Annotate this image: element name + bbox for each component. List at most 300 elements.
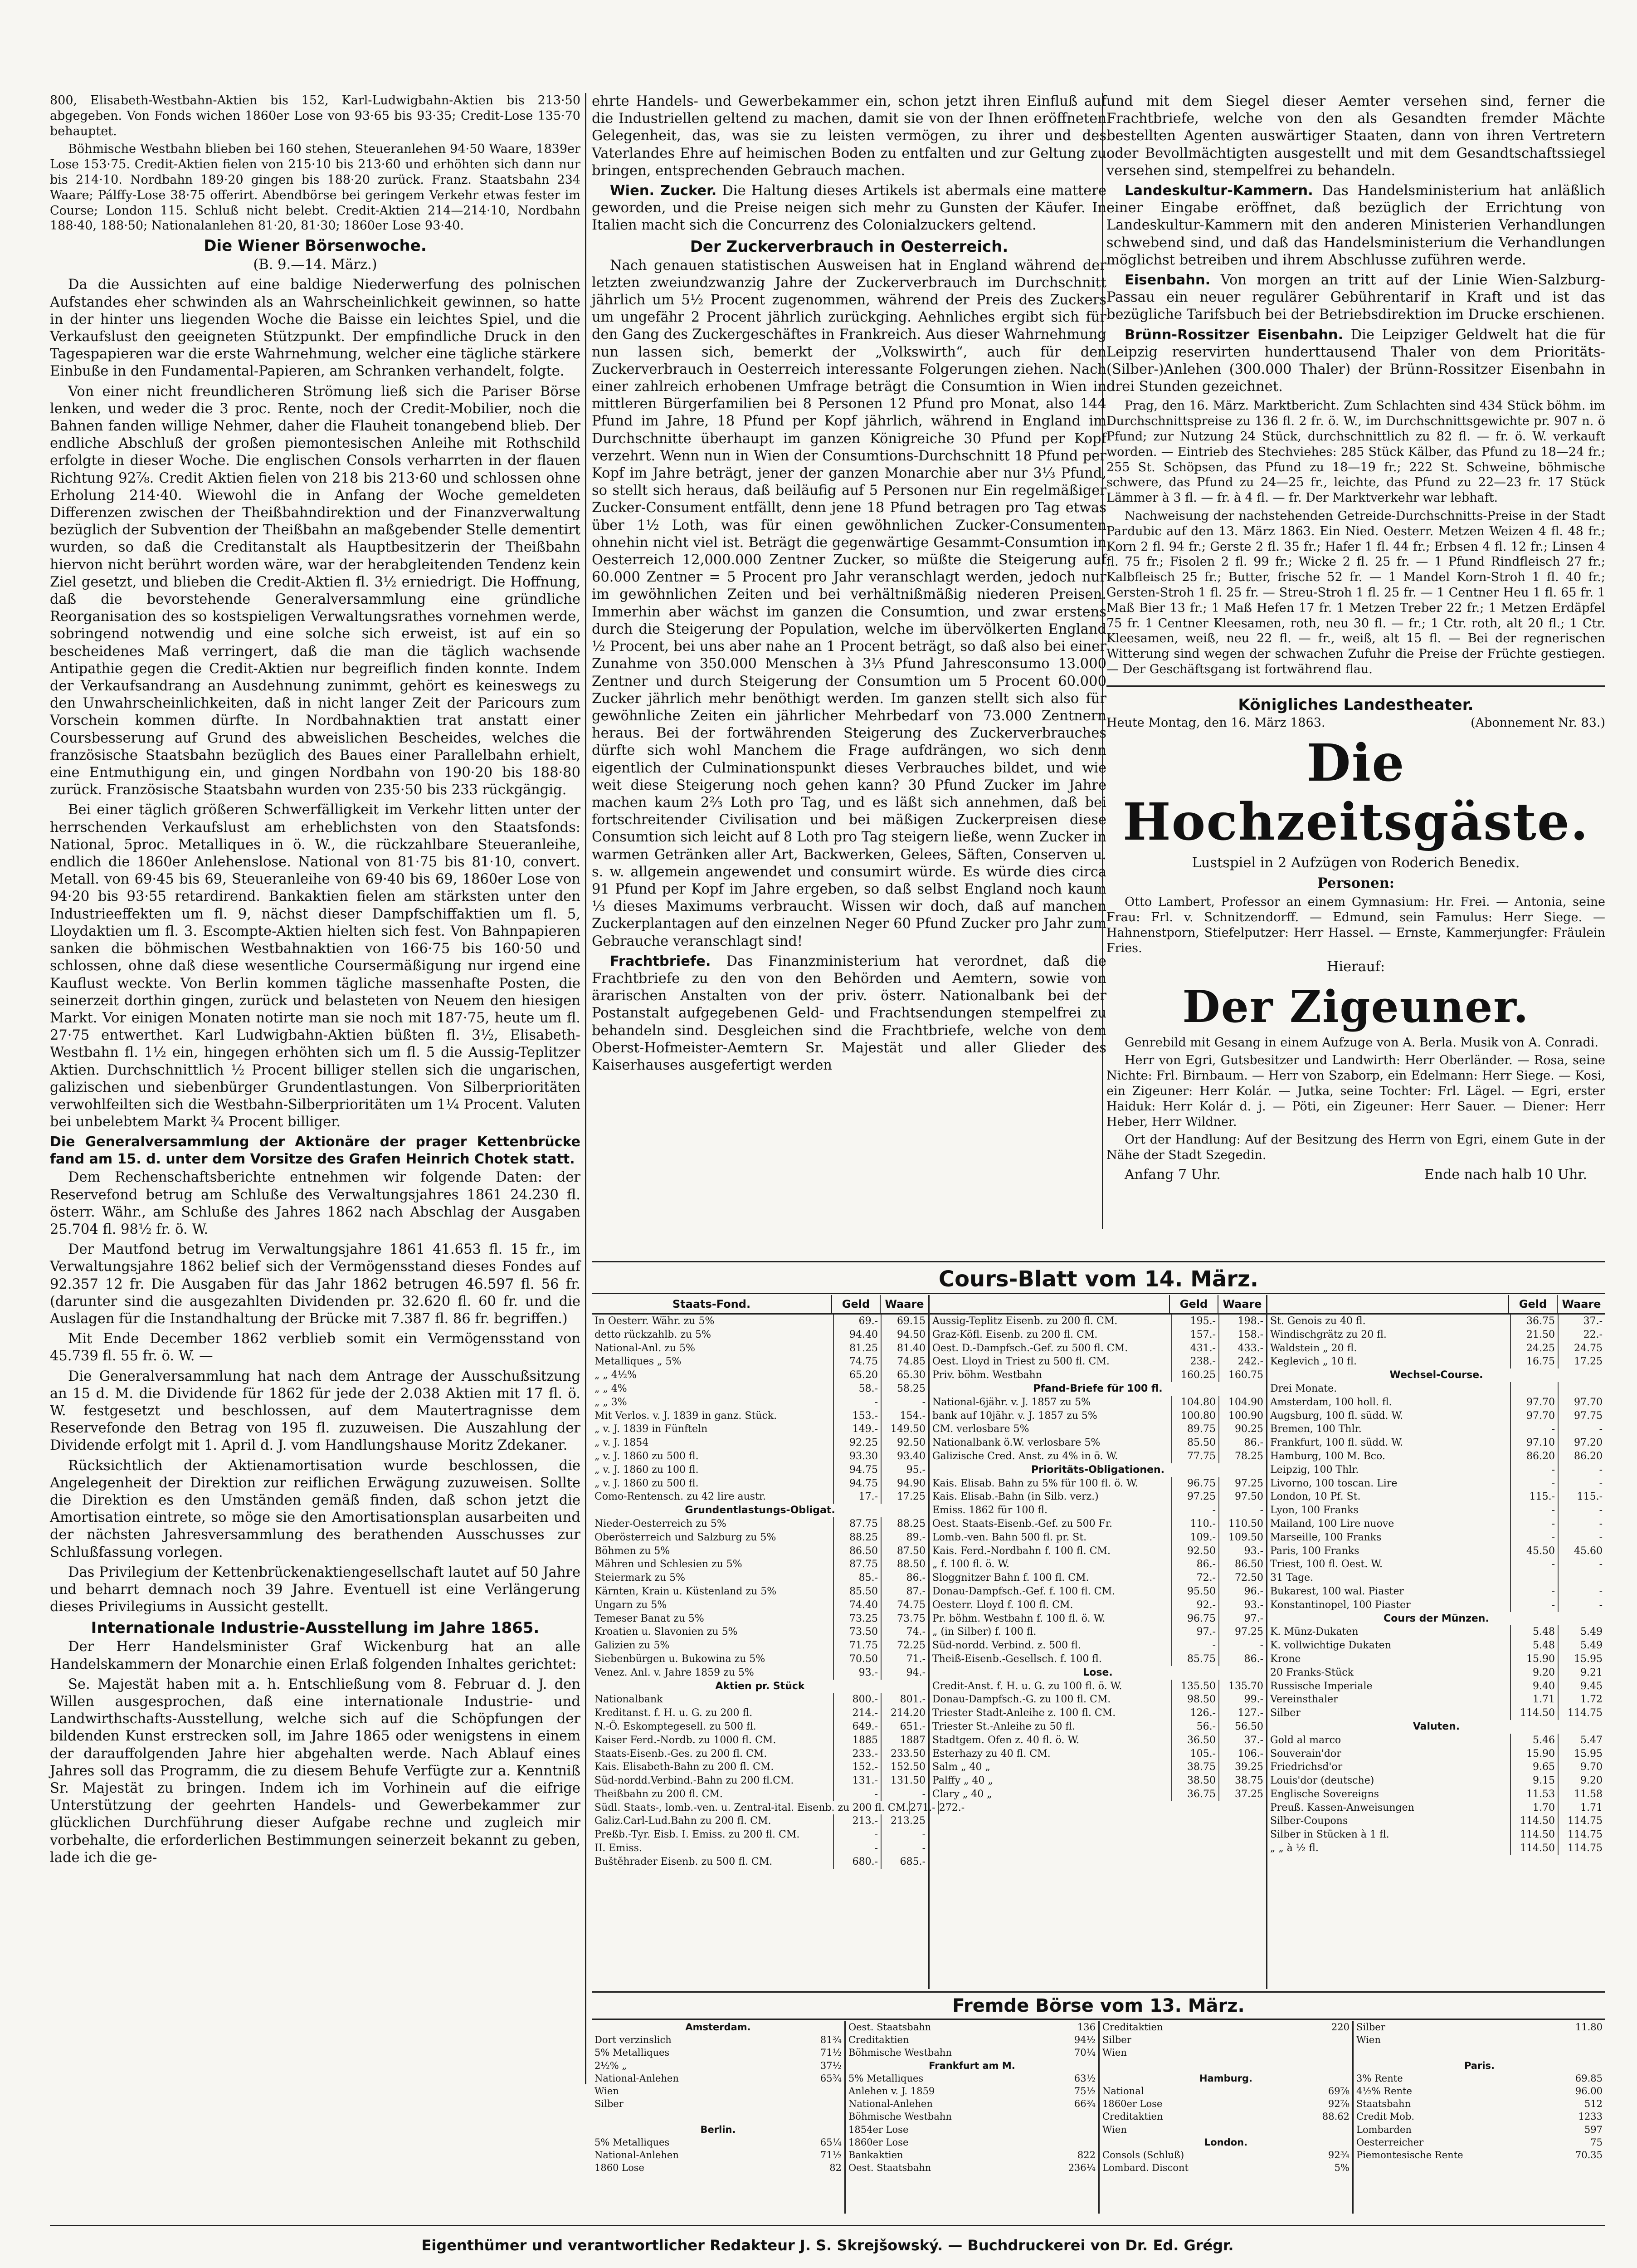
- news-heading: Eisenbahn.: [1125, 272, 1211, 288]
- security-name: Como-Rentensch. zu 42 lire austr.: [594, 1491, 766, 1503]
- price-waare: 87.-: [881, 1585, 928, 1598]
- foreign-row: [846, 2046, 1098, 2059]
- price-geld: 114.50: [1510, 1842, 1558, 1855]
- article-paragraph: Der Mautfond betrug im Verwaltungsjahre 1861 41.653 fl. 15 fr., im Verwaltungsjahre 1862 belief sich der Vermögensstand dieses Fondes auf 92.357 12 fr. Die Ausgaben für das Jahr 1862 betrugen 46.597 fl. 56 fr. (darunter sind die ausgezahlten Dividenden pr. 32.620 fl. 60 fr. und die Auslagen für die Instandhaltung der Brücke mit 7.387 fl. 86 fr. begriffen.): [50, 1242, 580, 1327]
- security-name: Kais. Elisabeth-Bahn zu 200 fl. CM.: [594, 1761, 774, 1773]
- foreign-security-name: Lombard. Discont: [1102, 2162, 1189, 2174]
- table-row: [1267, 1517, 1605, 1531]
- price-waare: 114.75: [1558, 1706, 1605, 1720]
- security-name: Englische Sovereigns: [1270, 1788, 1379, 1800]
- price-waare: 72.50: [1218, 1571, 1266, 1585]
- security-name: Süd-nordd.Verbind.-Bahn zu 200 fl.CM.: [594, 1775, 794, 1787]
- foreign-row: [1100, 2059, 1352, 2072]
- security-name: Metalliques „ 5%: [594, 1356, 682, 1368]
- foreign-security-name: Wien: [594, 2085, 619, 2097]
- foreign-row: [592, 2072, 844, 2085]
- news-heading: Landeskultur-Kammern.: [1125, 183, 1313, 199]
- price-geld: 89.75: [1171, 1422, 1218, 1436]
- foreign-price: [1306, 2033, 1352, 2046]
- table-top-rule: [592, 1261, 1605, 1262]
- foreign-security-name: 5% Metalliques: [594, 2136, 670, 2148]
- security-name: Augsburg, 100 fl. südd. W.: [1270, 1410, 1403, 1422]
- price-geld: 17.-: [833, 1490, 881, 1504]
- price-geld: 109.-: [1171, 1531, 1218, 1545]
- table-row: [1267, 1355, 1605, 1369]
- foreign-security-name: [1100, 2059, 1306, 2072]
- foreign-security-name: National-Anlehen: [594, 2072, 679, 2084]
- table-row: [592, 1855, 928, 1869]
- foreign-security-name: Wien: [1356, 2034, 1381, 2046]
- security-name: Keglevich „ 10 fl.: [1270, 1356, 1357, 1368]
- table-row: [930, 1558, 1266, 1571]
- price-geld: -: [833, 1842, 881, 1855]
- price-geld: 126.-: [1171, 1706, 1218, 1720]
- foreign-price: 71½: [820, 2149, 842, 2160]
- table-row: [592, 1436, 928, 1450]
- security-name: Nieder-Oesterreich zu 5%: [594, 1518, 726, 1530]
- table-row: [1267, 1504, 1605, 1517]
- price-geld: 649.-: [833, 1720, 881, 1734]
- foreign-row: [846, 2136, 1098, 2149]
- table-row: [1267, 1814, 1605, 1828]
- price-geld: 94.75: [833, 1463, 881, 1477]
- price-waare: 154.-: [881, 1409, 928, 1423]
- news-text: Das Handelsministerium hat anläßlich einer Eingabe eröffnet, daß bezüglich der Errichtung von Landeskultur-Kammern mit den anderen Ministerien Verhandlungen schwebend sind, und daß das Handelsministerium die Verhandlungen möglichst betreiben und ihrem Abschlusse zuführen werde.: [1106, 183, 1605, 268]
- foreign-security-name: Credit Mob.: [1356, 2111, 1415, 2122]
- price-waare: 110.50: [1218, 1517, 1266, 1531]
- column-header-geld: Geld: [831, 1295, 880, 1313]
- security-name: Vereinsthaler: [1270, 1694, 1338, 1706]
- security-name: II. Emiss.: [594, 1843, 642, 1854]
- price-geld: 97.25: [1171, 1490, 1218, 1504]
- security-name: „ (in Silber) f. 100 fl.: [932, 1626, 1037, 1638]
- play-cast-1: Otto Lambert, Professor an einem Gymnasium: Hr. Frei. — Antonia, seine Frau: Frl. v. Schnitzendorff. — Edmund, sein Famulus: Herr Siege. — Hahnenstporn, Stiefelputzer: Herr Hassel. — Ernste, Kammerjungfer: Fräulein Fries.: [1106, 895, 1605, 955]
- security-name: Leipzig, 100 Thlr.: [1270, 1464, 1359, 1476]
- foreign-row: [1100, 2110, 1352, 2123]
- foreign-subheading: [846, 2059, 1098, 2072]
- price-waare: 93.40: [881, 1450, 928, 1463]
- news-eisenbahn: [1106, 272, 1605, 324]
- table-row: [1267, 1477, 1605, 1491]
- price-geld: 98.50: [1171, 1693, 1218, 1706]
- foreign-row: [1100, 2123, 1352, 2136]
- foreign-price: 512: [1584, 2098, 1603, 2110]
- table-row: [1267, 1598, 1605, 1612]
- price-waare: -: [1558, 1585, 1605, 1598]
- security-name: Lomb.-ven. Bahn 500 fl. pr. St.: [932, 1531, 1087, 1543]
- table-row: [592, 1652, 928, 1666]
- security-name: Salm „ 40 „: [932, 1761, 990, 1773]
- price-geld: -: [1510, 1463, 1558, 1477]
- security-name: Friedrichsd'or: [1270, 1761, 1343, 1773]
- security-name: Galizien zu 5%: [594, 1640, 670, 1652]
- price-geld: -: [1510, 1504, 1558, 1517]
- table-row: [592, 1463, 928, 1477]
- article-paragraph: Dem Rechenschaftsberichte entnehmen wir folgende Daten: der Reservefond betrug am Schluße des Verwaltungsjahres 1861 24.230 fl. österr. Währ., am Schluße des Jahres 1862 nach Abschlag der Ausgaben 25.704 fl. 98½ fr. ö. W.: [50, 1169, 580, 1237]
- price-geld: 100.80: [1171, 1409, 1218, 1423]
- security-name: Kaiser Ferd.-Nordb. zu 1000 fl. CM.: [594, 1734, 776, 1746]
- hierauf: Hierauf:: [1326, 959, 1385, 975]
- price-waare: 69.15: [881, 1315, 928, 1328]
- price-geld: 85.-: [833, 1571, 881, 1585]
- table-row: [1267, 1760, 1605, 1774]
- security-name: Amsterdam, 100 holl. fl.: [1270, 1396, 1392, 1408]
- price-waare: 9.70: [1558, 1760, 1605, 1774]
- foreign-price: [1052, 2123, 1098, 2136]
- column-3: [1106, 93, 1605, 1229]
- price-geld: 71.75: [833, 1639, 881, 1652]
- price-waare: 11.58: [1558, 1788, 1605, 1801]
- table-subheading: [1267, 1612, 1605, 1626]
- table-row: [1267, 1680, 1605, 1693]
- foreign-price: 220: [1331, 2022, 1350, 2033]
- security-name: Silber in Stücken à 1 fl.: [1270, 1829, 1389, 1841]
- price-waare: 95.-: [881, 1463, 928, 1477]
- price-geld: 73.50: [833, 1625, 881, 1639]
- foreign-row: [592, 2149, 844, 2161]
- price-geld: 152.-: [833, 1760, 881, 1774]
- table-row: [1267, 1666, 1605, 1680]
- table-row: [592, 1774, 928, 1788]
- price-waare: 9.45: [1558, 1680, 1605, 1693]
- foreign-row: [592, 2085, 844, 2097]
- security-name: „ v. J. 1854: [594, 1437, 649, 1449]
- price-waare: -: [1558, 1477, 1605, 1491]
- price-waare: 160.75: [1218, 1369, 1266, 1382]
- table-title-rule: [592, 1293, 1605, 1294]
- foreign-security-name: Oesterreicher: [1356, 2136, 1424, 2148]
- security-name: Stadtgem. Ofen z. 40 fl. ö. W.: [932, 1734, 1080, 1746]
- security-name: Krone: [1270, 1653, 1301, 1665]
- price-geld: 69.-: [833, 1315, 881, 1328]
- security-name: Galizische Cred. Anst. zu 4% in ö. W.: [932, 1450, 1118, 1462]
- price-geld: 195.-: [1171, 1315, 1218, 1328]
- foreign-security-name: Creditaktien: [1102, 2111, 1163, 2122]
- foreign-security-name: Silber: [1102, 2034, 1131, 2046]
- price-geld: 94.40: [833, 1328, 881, 1342]
- column-header-waare: Waare: [1218, 1295, 1266, 1313]
- security-name: Staats-Eisenb.-Ges. zu 200 fl. CM.: [594, 1748, 767, 1760]
- price-waare: -: [881, 1828, 928, 1842]
- theatre-date-line: [1106, 715, 1605, 731]
- table-row: [592, 1693, 928, 1706]
- price-waare: 114.75: [1558, 1814, 1605, 1828]
- table-row: [930, 1477, 1266, 1491]
- price-geld: 114.50: [1510, 1828, 1558, 1842]
- price-waare: -: [881, 1842, 928, 1855]
- security-name: Oest. D.-Dampfsch.-Gef. zu 500 fl. CM.: [932, 1342, 1128, 1354]
- price-geld: 74.75: [833, 1355, 881, 1369]
- security-name: National-6jähr. v. J. 1857 zu 5%: [932, 1396, 1091, 1408]
- foreign-row: [592, 2097, 844, 2110]
- security-name: National-Anl. zu 5%: [594, 1342, 695, 1354]
- price-waare: 71.-: [881, 1652, 928, 1666]
- news-text: Von morgen an tritt auf der Linie Wien-Salzburg-Passau ein neuer regulärer Gebührentarif in Kraft und ist das bezügliche Tarifsbuch bei der Betriebsdirektion im Drucke erschienen.: [1106, 272, 1605, 323]
- news-bruenn-rossitz: [1106, 327, 1605, 396]
- price-geld: 81.25: [833, 1342, 881, 1355]
- security-name: Mit Verlos. v. J. 1839 in ganz. Stück.: [594, 1410, 777, 1422]
- security-name: „ v. J. 1860 zu 500 fl.: [594, 1477, 699, 1489]
- foreign-row: [846, 2149, 1098, 2161]
- table-row: [1267, 1706, 1605, 1720]
- foreign-security-name: 1854er Lose: [848, 2124, 909, 2135]
- table-row: [930, 1517, 1266, 1531]
- table-row: [592, 1814, 928, 1828]
- exchange-table-section-2: [930, 1295, 1267, 1989]
- foreign-price: 71½: [820, 2047, 842, 2058]
- price-geld: 9.65: [1510, 1760, 1558, 1774]
- foreign-price: [799, 2085, 844, 2097]
- security-name: „ „ 3%: [594, 1396, 627, 1408]
- foreign-row: [1354, 2123, 1605, 2136]
- foreign-price: 82: [829, 2162, 842, 2174]
- table-row: [592, 1720, 928, 1734]
- table-row: [1267, 1828, 1605, 1842]
- security-name: Nationalbank ö.W. verlosbare 5%: [932, 1437, 1101, 1449]
- foreign-row: [1354, 2085, 1605, 2097]
- foreign-security-name: Anlehen v. J. 1859: [848, 2085, 935, 2097]
- security-name: Hamburg, 100 M. Bco.: [1270, 1450, 1385, 1462]
- price-waare: 45.60: [1558, 1545, 1605, 1558]
- price-waare: 5.49: [1558, 1625, 1605, 1639]
- article-paragraph: Nach genauen statistischen Ausweisen hat in England während der letzten zweiundzwanzig Jahre der Zuckerverbrauch im Durchschnitt jährlich um 5½ Procent zugenommen, während der Preis des Zuckers um ungefähr 2 Procent jährlich zurückging. Aehnliches ergibt sich für den Gang des Zuckergeschäftes in Frankreich. Aus dieser Wahrnehmung nun lassen sich, bemerkt der „Volkswirth“, auch für den Zuckerverbrauch in Oesterreich interessante Folgerungen ziehen. Nach einer zahlreich erhobenen Umfrage beträgt die Consumtion in Wien in mittleren Bürgerfamilien bei 8 Personen 12 Pfund pro Monat, also 144 Pfund im Jahre, 18 Pfund per Kopf jährlich, während in England im Durchschnitte überhaupt im ganzen Königreiche 30 Pfund per Kopf verzehrt. Wenn nun in Wien der Consumtions-Durchschnitt 18 Pfund per Kopf im Jahre beträgt, jener der ganzen Monarchie aber nur 3⅓ Pfund, so stellt sich heraus, daß beiläufig auf 5 Personen nur Ein regelmäßiger Zucker-Consument entfällt, denn jene 18 Pfund betragen pro Tag etwas über 1½ Loth, was für einen gewöhnlichen Zucker-Consumenten ohnehin nicht viel ist. Beträgt die gegenwärtige Gesammt-Consumtion in Oesterreich 12,000.000 Zentner Zucker, so müßte die Steigerung auf 60.000 Zentner = 5 Procent pro Jahr veranschlagt werden, jedoch nur im gewöhnlichen Zeiten und bei verhältnißmäßig niederen Preisen. Immerhin aber wächst im ganzen die Consumtion, und zwar erstens durch die Steigerung der Population, welche im übervölkerten England ½ Procent, bei uns aber nahe an 1 Procent beträgt, so daß also bei einer Zunahme von 350.000 Menschen à 3⅓ Pfund Jahresconsumo 13.000 Zentner und durch Steigerung der Consumtion um 5 Procent 60.000 Zucker jährlich mehr benöthigt werden. Im ganzen stellt sich also für gewöhnliche Zeiten ein jährlicher Mehrbedarf von 73.000 Zentnern heraus. Bei der fortwährenden Steigerung des Zuckerverbrauches dürfte sich wohl Manchem die Frage aufdrängen, wo sich denn eigentlich der Culminationspunkt dieses Verbrauches bildet, und wie weit diese Steigerung noch gehen kann? 30 Pfund Zucker im Jahre machen kaum 2⅔ Loth pro Tag, und es läßt sich annehmen, daß bei fortschreitender Civilisation und bei mäßigen Zuckerpreisen diese Consumtion sich leicht auf 8 Loth pro Tag steigern ließe, wenn Zucker in warmen Getränken aller Art, Backwerken, Gelees, Säften, Conserven u. s. w. allgemein angewendet und consumirt würde. Es würde dies circa 91 Pfund per Kopf im Jahre ergeben, so daß selbst England noch kaum ⅓ dieses Maximums verbraucht. Wissen wir doch, daß auf manchen Zuckerplantagen auf den einzelnen Neger 60 Pfund Zucker pro Jahr zum Gebrauche veranschlagt sind!: [592, 257, 1106, 949]
- table-row: [592, 1612, 928, 1626]
- security-name: Theiß-Eisenb.-Gesellsch. f. 100 fl.: [932, 1653, 1102, 1665]
- price-geld: [1510, 1382, 1558, 1396]
- table-row: [930, 1422, 1266, 1436]
- table-row: [1267, 1409, 1605, 1423]
- security-name: Nationalbank: [594, 1694, 663, 1706]
- foreign-security-name: 1860er Lose: [848, 2136, 909, 2148]
- price-geld: 110.-: [1171, 1517, 1218, 1531]
- table-row: [930, 1693, 1266, 1706]
- article-paragraph: und mit dem Siegel dieser Aemter versehen sind, ferner die Frachtbriefe, welche von den als Gesandten fremder Mächte bestellten Agenten auswärtiger Staaten, dann von ihren Vertretern oder Bevollmächtigten ausgestellt und mit dem Gesandtschaftssiegel versehen sind, stempelfrei zu behandeln.: [1106, 93, 1605, 179]
- table-row: [930, 1747, 1266, 1761]
- table-row: [592, 1355, 928, 1369]
- security-name: Sloggnitzer Bahn f. 100 fl. CM.: [932, 1572, 1089, 1584]
- column-header-geld: Geld: [1169, 1295, 1218, 1313]
- price-geld: 56.-: [1171, 1720, 1218, 1734]
- price-waare: 92.50: [881, 1436, 928, 1450]
- foreign-price: 70¼: [1074, 2047, 1096, 2058]
- price-geld: 36.75: [1510, 1315, 1558, 1328]
- table-row: [930, 1571, 1266, 1585]
- price-waare: 109.50: [1218, 1531, 1266, 1545]
- table-row: [930, 1612, 1266, 1626]
- security-name: Theißbahn zu 200 fl. CM.: [594, 1788, 723, 1800]
- foreign-row: [1100, 2085, 1352, 2097]
- show-end: Ende nach halb 10 Uhr.: [1424, 1166, 1587, 1183]
- table-row: [930, 1436, 1266, 1450]
- price-waare: [1558, 1382, 1605, 1396]
- foreign-row: [1100, 2033, 1352, 2046]
- foreign-security-name: Consols (Schluß): [1102, 2149, 1184, 2160]
- table-row: [930, 1788, 1266, 1801]
- security-name: Frankfurt, 100 fl. südd. W.: [1270, 1437, 1403, 1449]
- foreign-security-name: Lombarden: [1356, 2124, 1412, 2135]
- table-subheading: [592, 1680, 928, 1693]
- foreign-row: [1354, 2097, 1605, 2110]
- market-report-intro: 800, Elisabeth-Westbahn-Aktien bis 152, Karl-Ludwigbahn-Aktien bis 213·50 abgegeben. Von Fonds wichen 1860er Lose von 93·65 bis 93·35; Credit-Lose 135·70 behauptet.: [50, 93, 580, 138]
- security-name: Südl. Staats-, lomb.-ven. u. Zentral-ital. Eisenb. zu 200 fl. CM.: [594, 1802, 909, 1813]
- foreign-row: [846, 2097, 1098, 2110]
- price-geld: -: [1510, 1558, 1558, 1571]
- security-name: „ „ 4%: [594, 1383, 627, 1394]
- security-name: Böhmen zu 5%: [594, 1545, 670, 1557]
- price-waare: 58.25: [881, 1382, 928, 1396]
- foreign-price: 37½: [820, 2060, 842, 2071]
- table-row: [592, 1585, 928, 1598]
- foreign-row: [846, 2110, 1098, 2123]
- foreign-price: 81¾: [820, 2034, 842, 2046]
- column-2: [592, 93, 1106, 1229]
- table-row: [1267, 1450, 1605, 1463]
- play-title-1: Die Hochzeitsgäste.: [1122, 733, 1589, 852]
- security-name: 31 Tage.: [1270, 1572, 1314, 1584]
- foreign-city-label: London.: [1204, 2136, 1248, 2148]
- security-name: 20 Franks-Stück: [1270, 1667, 1354, 1678]
- foreign-subheading: [592, 2021, 844, 2033]
- news-heading: Wien. Zucker.: [610, 183, 717, 199]
- column-header-waare: Waare: [880, 1295, 928, 1313]
- price-geld: -: [1510, 1517, 1558, 1531]
- play-title-2: Der Zigeuner.: [1182, 981, 1530, 1032]
- price-waare: 100.90: [1218, 1409, 1266, 1423]
- foreign-price: [799, 2110, 844, 2123]
- news-text: Die Haltung dieses Artikels ist abermals eine mattere geworden, und die Preise neigen sich mehr zu Gunsten der Käufer. In Italien macht sich die Concurrenz des Colonialzuckers geltend.: [592, 183, 1106, 234]
- security-name: Süd-nordd. Verbind. z. 500 fl.: [932, 1640, 1081, 1652]
- table-row: [930, 1680, 1266, 1693]
- table-row: [592, 1531, 928, 1545]
- table-row: [930, 1450, 1266, 1463]
- security-name: Credit-Anst. f. H. u. G. zu 100 fl. ö. W.: [932, 1680, 1122, 1692]
- security-name: „ f. 100 fl. ö. W.: [932, 1559, 1009, 1570]
- price-waare: 433.-: [1218, 1342, 1266, 1355]
- security-name: bank auf 10jähr. v. J. 1857 zu 5%: [932, 1410, 1097, 1422]
- price-waare: 104.90: [1218, 1396, 1266, 1409]
- foreign-price: 5%: [1334, 2162, 1350, 2174]
- column-1: [50, 93, 580, 2084]
- security-name: Mähren und Schlesien zu 5%: [594, 1559, 742, 1570]
- price-geld: 21.50: [1510, 1328, 1558, 1342]
- table-row: [592, 1545, 928, 1558]
- security-name: Donau-Dampfsch.-G. zu 100 fl. CM.: [932, 1694, 1111, 1706]
- foreign-row: [1354, 2072, 1605, 2085]
- table-subheading-label: Grundentlastungs-Obligat.: [685, 1505, 835, 1516]
- price-geld: 16.75: [1510, 1355, 1558, 1369]
- price-geld: 431.-: [1171, 1342, 1218, 1355]
- table-subheading-label: Aktien pr. Stück: [715, 1680, 805, 1692]
- foreign-row: [1354, 2021, 1605, 2033]
- foreign-subheading: [1354, 2059, 1605, 2072]
- foreign-row: [846, 2072, 1098, 2085]
- security-name: Siebenbürgen u. Bukowina zu 5%: [594, 1653, 765, 1665]
- table-row: [592, 1706, 928, 1720]
- foreign-row: [592, 2059, 844, 2072]
- foreign-row: [592, 2046, 844, 2059]
- foreign-security-name: Wien: [1102, 2047, 1127, 2058]
- price-waare: 5.49: [1558, 1639, 1605, 1652]
- foreign-row: [1354, 2149, 1605, 2161]
- price-geld: 104.80: [1171, 1396, 1218, 1409]
- price-geld: 36.75: [1171, 1788, 1218, 1801]
- price-geld: 97.10: [1510, 1436, 1558, 1450]
- table-subheading-label: Lose.: [1083, 1667, 1113, 1678]
- price-geld: 93.-: [833, 1666, 881, 1680]
- security-name: Priv. böhm. Westbahn: [932, 1369, 1043, 1381]
- foreign-exchange-section-2: [846, 2021, 1100, 2214]
- foreign-city-label: Hamburg.: [1199, 2072, 1252, 2084]
- price-waare: 242.-: [1218, 1355, 1266, 1369]
- price-geld: 5.48: [1510, 1639, 1558, 1652]
- table-row: [1267, 1545, 1605, 1558]
- price-waare: 86.-: [1218, 1652, 1266, 1666]
- price-geld: 88.25: [833, 1531, 881, 1545]
- price-waare: 56.50: [1218, 1720, 1266, 1734]
- foreign-price: 822: [1077, 2149, 1096, 2160]
- table-row: [1267, 1328, 1605, 1342]
- foreign-security-name: 4½% Rente: [1356, 2085, 1412, 2097]
- foreign-row: [592, 2110, 844, 2123]
- table-row: [1267, 1571, 1605, 1585]
- price-waare: -: [1558, 1517, 1605, 1531]
- security-name: Oest. Lloyd in Triest zu 500 fl. CM.: [932, 1356, 1110, 1368]
- price-geld: -: [833, 1396, 881, 1409]
- price-geld: 9.15: [1510, 1774, 1558, 1788]
- price-waare: 651.-: [881, 1720, 928, 1734]
- security-name: Oesterr. Lloyd f. 100 fl. CM.: [932, 1599, 1073, 1611]
- table-row: [930, 1531, 1266, 1545]
- table-row: [930, 1409, 1266, 1423]
- foreign-row: [1354, 2033, 1605, 2046]
- price-geld: 72.-: [1171, 1571, 1218, 1585]
- foreign-city-label: Frankfurt am M.: [929, 2060, 1015, 2071]
- table-subheading-label: Prioritäts-Obligationen.: [1031, 1464, 1165, 1476]
- foreign-exchange-section-3: [1100, 2021, 1354, 2214]
- table-row: [592, 1828, 928, 1842]
- table-row: [592, 1625, 928, 1639]
- price-geld: 1.71: [1510, 1693, 1558, 1706]
- price-waare: 94.50: [881, 1328, 928, 1342]
- security-name: Kais. Ferd.-Nordbahn f. 100 fl. CM.: [932, 1545, 1111, 1557]
- price-waare: 72.25: [881, 1639, 928, 1652]
- table-subheading: [592, 1504, 928, 1517]
- foreign-price: 92¾: [1328, 2149, 1350, 2160]
- price-waare: 9.20: [1558, 1774, 1605, 1788]
- table-row: [1267, 1842, 1605, 1855]
- foreign-row: [1100, 2097, 1352, 2110]
- price-waare: 131.50: [881, 1774, 928, 1788]
- foreign-row: [1100, 2161, 1352, 2174]
- price-waare: 93.-: [1218, 1598, 1266, 1612]
- table-row: [1267, 1585, 1605, 1598]
- table-row: [592, 1734, 928, 1747]
- price-waare: 37.-: [1218, 1734, 1266, 1747]
- price-waare: 37.25: [1218, 1788, 1266, 1801]
- price-waare: 97.-: [1218, 1612, 1266, 1626]
- foreign-subheading: [592, 2123, 844, 2136]
- price-geld: 36.50: [1171, 1734, 1218, 1747]
- price-geld: 680.-: [833, 1855, 881, 1869]
- security-name: Bremen, 100 Thlr.: [1270, 1423, 1362, 1435]
- security-name: Kais. Elisab.-Bahn (in Silb. verz.): [932, 1491, 1099, 1503]
- price-geld: 105.-: [1171, 1747, 1218, 1761]
- price-waare: 1887: [881, 1734, 928, 1747]
- price-waare: 152.50: [881, 1760, 928, 1774]
- foreign-security-name: Böhmische Westbahn: [848, 2047, 952, 2058]
- security-name: detto rückzahlb. zu 5%: [594, 1329, 711, 1340]
- security-name: Lyon, 100 Franks: [1270, 1505, 1359, 1516]
